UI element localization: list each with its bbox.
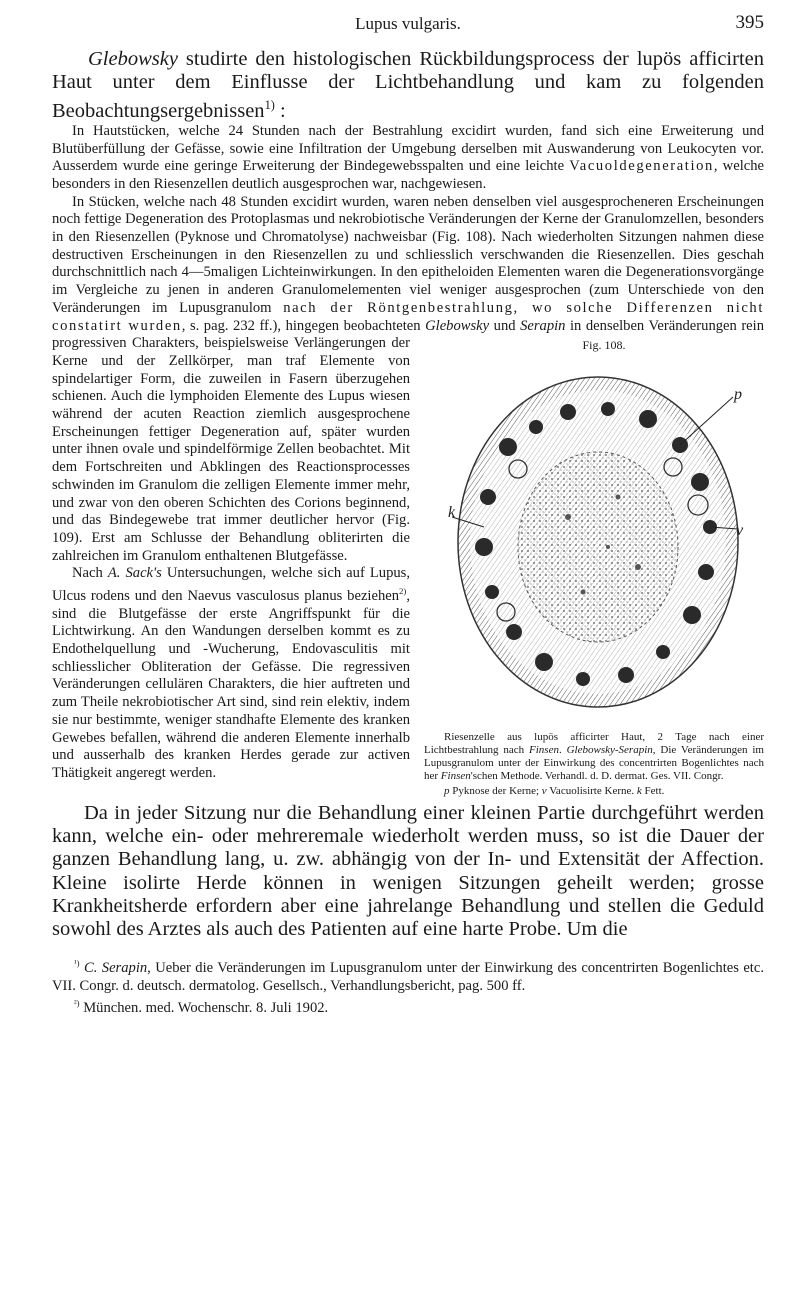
author-name: Serapin (520, 317, 566, 334)
intro-text: studirte den histologischen Rückbildungsprocess der lupös afficirten Haut unter dem Einflusse der Lichtbehandlung und kam zu folgenden Beobachtungsergebnissen (52, 48, 764, 122)
footnote-mark: ²) (74, 998, 80, 1009)
caption-text: , Die Veränderungen im Lupusgranulom unter der Einwirkung des concentrirten Bogenlichtes nach her (424, 743, 764, 782)
intro-paragraph (52, 48, 764, 123)
author-name: Glebowsky (425, 317, 490, 334)
paragraph-24h (52, 123, 764, 194)
footnote-ref: 1) (264, 98, 275, 112)
intro-end: : (274, 99, 286, 122)
para-text: In Hautstücken, welche 24 Stunden nach der Bestrahlung excidirt wurden, fand sich eine Erweiterung und Blutüberfüllung der Gefässe, sowie eine Infiltration der Umgebung derselben mit Auswanderung von Leukocyten vor. Ausserdem wurde eine geringe Erweiterung der Bindegewebsspalten und eine leichte (52, 122, 764, 175)
footnotes (52, 955, 764, 1017)
para-text: , sind die Blutgefässe der erste Angriffspunkt für die Lichtwirkung. An den Wandungen derselben kommt es zu Endothelquellung und -Wucherung, Endovasculitis mit schliesslicher Obliteration der Gefässe. Die regressiven Veränderungen cellulären Charakters, die hier auftreten und zum Theile nekrobiotischer Art sind, sind rein elektiv, indem sie nur bestimmte, weniger standhafte Elemente des kranken Gewebes befallen, während die anderen Elemente innerhalb und ausserhalb des kranken Herdes gerade zur activen Thätigkeit angeregt werden. (52, 587, 410, 781)
para-text: Nach (72, 565, 108, 582)
caption-text: 'schen Methode. Verhandl. d. D. dermat. Ges. VII. Congr. (470, 769, 724, 782)
spaced-term: nach der Röntgenbestrahlung, wo solche Differenzen nicht constatirt wurden (52, 299, 764, 334)
paragraph-treatment-duration: Da in jeder Sitzung nur die Behandlung einer kleinen Partie durchgeführt werden kann, welche ein- oder mehreremale wiederholt werden muss, so ist die Dauer der ganzen Behandlung lang, u. zw. abhängig von der In- und Extensität der Affection. Kleine isolirte Herde können in wenigen Sitzungen geheilt werden; grosse Krankheitsherde erfordern aber eine jahrelange Behandlung und stellen die Geduld sowohl des Arztes als auch des Patienten auf eine harte Probe. Um die (52, 801, 764, 940)
page (52, 12, 764, 1017)
footnote-ref: 2) (399, 586, 407, 597)
page-number: 395 (735, 12, 764, 33)
footnote-text: München. med. Wochenschr. 8. Juli 1902. (79, 999, 329, 1016)
footnote-2 (52, 995, 764, 1017)
caption-author: Finsen (440, 769, 471, 782)
para-text: , s. pag. 232 ff.), hingegen beobachteten (181, 317, 426, 334)
author-name: Glebowsky (88, 48, 178, 70)
page-header (52, 12, 764, 42)
spaced-term: Vacuoldegeneration (569, 158, 714, 175)
para-text: in denselben Veränderungen rein progressiven Charakters, beispielsweise Verlängerungen der Kerne und der Zellkörper, man traf Elemente von spindelartiger Form, die zuweilen in Fasern überzugehen schienen. Auch die lymphoiden Elemente des Lupus wiesen während der acuten Reaction ziemlich ausgesprochene Erscheinungen fettiger Degeneration auf, später wurden unter ihnen ovale und spindelförmige Zellen beobachtet. Mit dem Fortschreiten und Abklingen des Reactionsprocesses schwinden im Granulom die zelligen Elemente immer mehr, und zwar von den oberen Schichten des Corions beginnend, und das Bindegewebe trat immer deutlicher hervor (Fig. 109). Erst am Schlusse der Behandlung obliterirten die zahlreichen im Granulom enthaltenen Blutgefässe. (52, 317, 765, 564)
caption-text: Riesenzelle aus lupös afficirter Haut, 2 Tage nach einer Lichtbestrahlung nach (424, 730, 764, 756)
para-text: , welche besonders in den Riesenzellen deutlich ausgesprochen war, nachgewiesen. (52, 158, 764, 192)
footnote-1 (52, 955, 764, 995)
author-name: A. Sack's (107, 565, 162, 582)
running-title: Lupus vulgaris. (355, 14, 461, 33)
footnote-text: , Ueber die Veränderungen im Lupusgranulom unter der Einwirkung des concentrirten Bogenlichtes etc. VII. Congr. d. deutsch. dermatolog. Gesellsch., Verhandlungsbericht, pag. 500 ff. (52, 960, 764, 994)
figure-caption (424, 731, 764, 783)
caption-author: Finsen (529, 743, 559, 756)
marker-v: v (736, 521, 744, 539)
legend-text: Pyknose der Kerne; (449, 784, 542, 797)
para-text: In Stücken, welche nach 48 Stunden excidirt wurden, waren neben denselben viel ausgesprocheneren Erscheinungen noch fettige Degeneration des Protoplasmas und nekrobiotische Veränderungen der Kerne der Granulomzellen, besonders in den Riesenzellen (Pyknose und Chromatolyse) nachweisbar (Fig. 108). Nach wiederholten Sitzungen nahmen diese destructiven Erscheinungen in den Riesenzellen zu und schliesslich verschwanden die Riesenzellen. Dies geschah durchschnittlich nach 4—5maligen Lichteinwirkungen. In den epitheloiden Elementen waren die Degenerationsvorgänge im Vergleiche zu jenen in anderen Granulomelementen viel weniger ausgesprochen (zum Unterschiede von den Veränderungen im Lupusgranulom (52, 193, 764, 316)
author-name: C. Serapin (83, 960, 148, 977)
footnote-mark: ¹) (74, 958, 80, 969)
marker-k: k (448, 503, 456, 521)
figure-legend (424, 785, 764, 798)
marker-p: p (734, 385, 742, 403)
para-text: Untersuchungen, welche sich auf Lupus, Ulcus rodens und den Naevus vasculosus planus beziehen (52, 565, 410, 604)
legend-text: Vacuolisirte Kerne. (546, 784, 637, 797)
figure-label: Fig. 108. (582, 338, 626, 353)
legend-key: k (636, 784, 642, 797)
legend-key: p (444, 784, 450, 797)
caption-author: Glebowsky-Serapin (566, 743, 653, 756)
figure-108 (424, 337, 764, 798)
legend-text: Fett. (641, 784, 665, 797)
para-text: und (489, 317, 521, 334)
legend-key: v (541, 784, 547, 797)
caption-text: . (558, 743, 567, 756)
giant-cell-illustration (448, 357, 748, 727)
